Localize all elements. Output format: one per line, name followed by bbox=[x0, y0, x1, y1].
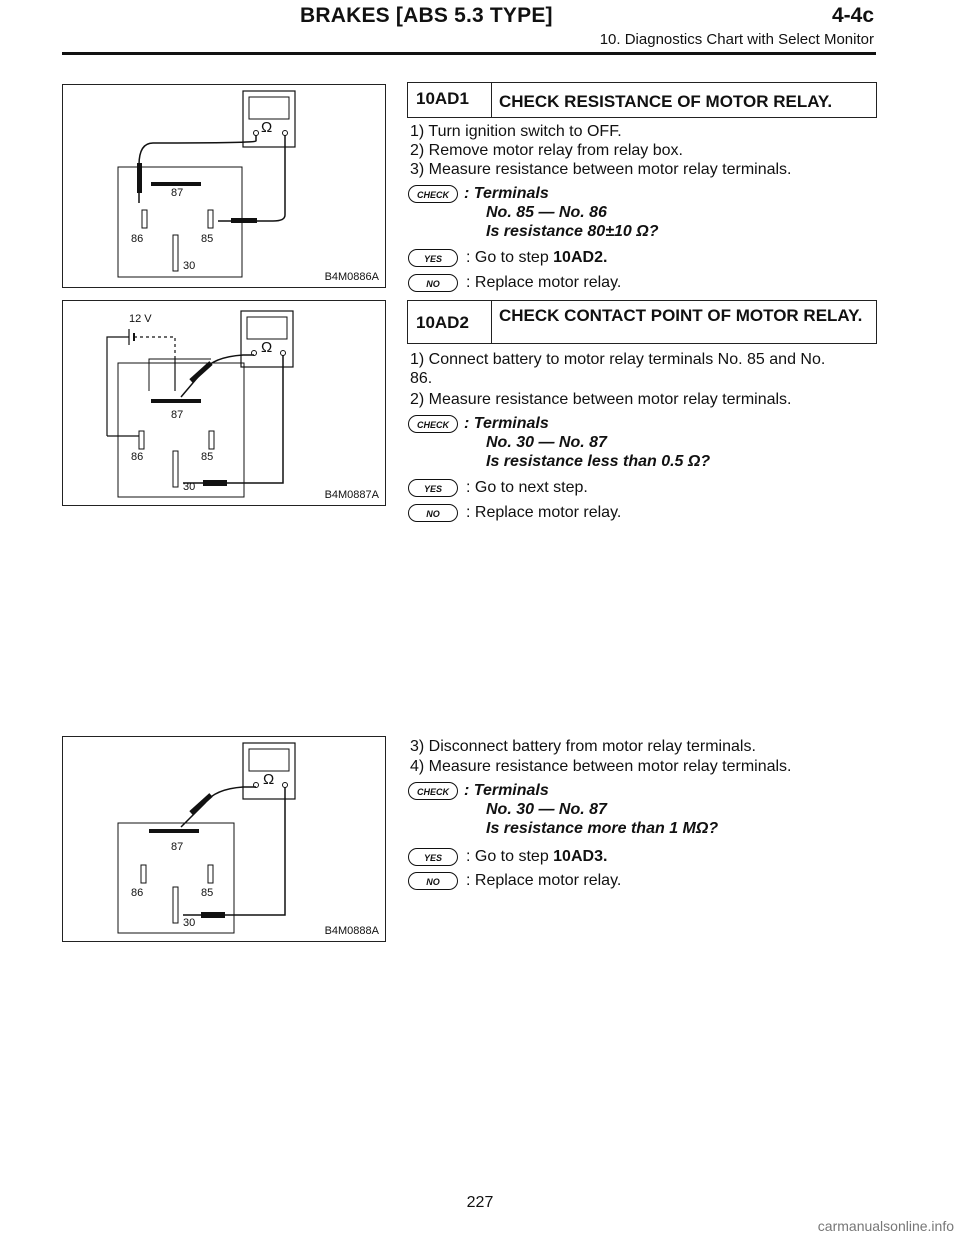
no-result: : Replace motor relay. bbox=[466, 274, 622, 291]
step-id: 10AD1 bbox=[408, 83, 492, 117]
terminal-30-label: 30 bbox=[183, 917, 196, 929]
figure-relay-resistance bbox=[62, 84, 386, 288]
no-tag: NO bbox=[408, 872, 458, 890]
terminal-85-label: 85 bbox=[201, 887, 214, 899]
terminal-30-label: 30 bbox=[183, 260, 196, 272]
watermark: carmanualsonline.info bbox=[817, 1218, 954, 1234]
ohm-symbol: Ω bbox=[261, 339, 273, 356]
figure-caption: B4M0887A bbox=[324, 489, 379, 501]
section-subtitle: 10. Diagnostics Chart with Select Monitor bbox=[599, 31, 874, 48]
yes-tag: YES bbox=[408, 249, 458, 267]
relay-diagram-2 bbox=[63, 301, 385, 505]
page-number: 227 bbox=[466, 1194, 494, 1211]
check-question: Is resistance 80±10 Ω? bbox=[486, 223, 659, 240]
ohm-symbol: Ω bbox=[263, 771, 275, 788]
terminal-85-label: 85 bbox=[201, 451, 214, 463]
no-result: : Replace motor relay. bbox=[466, 504, 622, 521]
yes-result bbox=[466, 248, 607, 267]
relay-diagram-3 bbox=[63, 737, 385, 941]
figure-caption: B4M0888A bbox=[324, 925, 379, 937]
check-question: Is resistance more than 1 MΩ? bbox=[486, 820, 719, 837]
yes-result bbox=[466, 847, 607, 866]
terminal-87-label: 87 bbox=[171, 841, 184, 853]
relay-diagram-1 bbox=[63, 85, 385, 287]
instruction-line: 4) Measure resistance between motor relay terminals. bbox=[410, 758, 792, 775]
figure-caption: B4M0886A bbox=[324, 271, 379, 283]
check-terminals: : Terminals bbox=[464, 185, 549, 202]
instruction-line: 2) Measure resistance between motor relay terminals. bbox=[410, 391, 792, 408]
instruction-line: 2) Remove motor relay from relay box. bbox=[410, 142, 683, 159]
terminal-87-label: 87 bbox=[171, 409, 184, 421]
yes-prefix: : Go to step bbox=[466, 848, 554, 865]
figure-relay-open bbox=[62, 736, 386, 942]
section-number: 4-4c bbox=[831, 4, 874, 27]
yes-tag: YES bbox=[408, 479, 458, 497]
check-terminal-pair: No. 30 — No. 87 bbox=[486, 801, 607, 818]
instruction-line: 1) Connect battery to motor relay terminals No. 85 and No. bbox=[410, 351, 826, 368]
check-terminal-pair: No. 30 — No. 87 bbox=[486, 434, 607, 451]
check-tag: CHECK bbox=[408, 782, 458, 800]
terminal-86-label: 86 bbox=[131, 887, 144, 899]
step-title: CHECK RESISTANCE OF MOTOR RELAY. bbox=[499, 92, 833, 111]
step-header-10ad2 bbox=[407, 300, 877, 344]
yes-target-step: 10AD3. bbox=[553, 848, 608, 865]
yes-tag: YES bbox=[408, 848, 458, 866]
yes-target-step: 10AD2. bbox=[553, 249, 608, 266]
terminal-87-label: 87 bbox=[171, 187, 184, 199]
no-tag: NO bbox=[408, 274, 458, 292]
step-id: 10AD2 bbox=[408, 301, 492, 343]
no-tag: NO bbox=[408, 504, 458, 522]
yes-result: : Go to next step. bbox=[466, 479, 588, 496]
terminal-85-label: 85 bbox=[201, 233, 214, 245]
ohm-symbol: Ω bbox=[261, 119, 273, 136]
step-header-10ad1 bbox=[407, 82, 877, 118]
terminal-86-label: 86 bbox=[131, 233, 144, 245]
yes-prefix: : Go to step bbox=[466, 249, 554, 266]
check-terminal-pair: No. 85 — No. 86 bbox=[486, 204, 607, 221]
no-result: : Replace motor relay. bbox=[466, 872, 622, 889]
header-rule bbox=[62, 52, 876, 55]
check-question: Is resistance less than 0.5 Ω? bbox=[486, 453, 711, 470]
instruction-line: 3) Disconnect battery from motor relay terminals. bbox=[410, 738, 756, 755]
check-tag: CHECK bbox=[408, 415, 458, 433]
terminal-86-label: 86 bbox=[131, 451, 144, 463]
figure-relay-contact bbox=[62, 300, 386, 506]
terminal-30-label: 30 bbox=[183, 481, 196, 493]
voltage-label: 12 V bbox=[129, 313, 152, 325]
check-tag: CHECK bbox=[408, 185, 458, 203]
section-title: BRAKES [ABS 5.3 TYPE] bbox=[300, 4, 553, 27]
instruction-line: 1) Turn ignition switch to OFF. bbox=[410, 123, 622, 140]
instruction-line: 3) Measure resistance between motor relay terminals. bbox=[410, 161, 792, 178]
check-terminals: : Terminals bbox=[464, 415, 549, 432]
check-terminals: : Terminals bbox=[464, 782, 549, 799]
instruction-line: 86. bbox=[410, 370, 433, 387]
step-title: CHECK CONTACT POINT OF MOTOR RELAY. bbox=[499, 306, 863, 325]
